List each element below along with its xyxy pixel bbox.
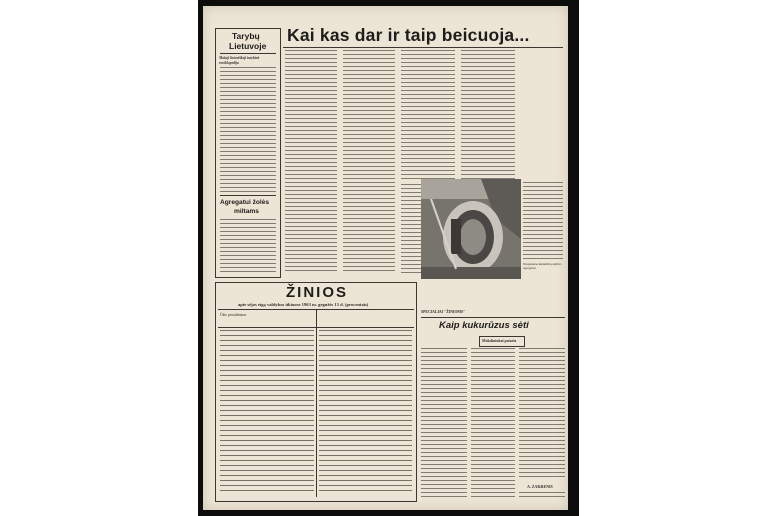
sidebar-subtitle: Mažoji lietuviškoji tarybinė enciklopedija — [219, 56, 260, 65]
article-col-4 — [461, 50, 515, 180]
stats-box — [215, 282, 417, 502]
rubric-rule — [421, 317, 565, 318]
rubric: SPECIALIAI "ŽINIOMS" — [421, 310, 466, 314]
feature-col-1 — [421, 348, 467, 498]
sidebar-title-line1: Tarybų — [232, 31, 260, 41]
machine-image — [421, 179, 521, 279]
article-col-1 — [285, 50, 337, 274]
news-photo — [421, 179, 521, 279]
photo-caption: Naujausias kukurūzų sėjimo agregatas — [523, 262, 562, 270]
table-header: Ūkio pavadinimas — [220, 313, 247, 317]
sidebar-text-1 — [220, 67, 276, 193]
headline-rule — [283, 47, 563, 48]
sidebar-title-line2: Lietuvoje — [229, 41, 267, 51]
signature: A. ZAKRENIS — [527, 484, 553, 489]
section-title: ŽINIOS — [286, 284, 349, 301]
sidebar-box2-title-line1: Agregatui žolės — [220, 199, 270, 206]
article-col-3 — [401, 50, 455, 180]
feature-col-2 — [471, 348, 515, 498]
photo-caption-text — [523, 182, 563, 260]
table-right-rows — [319, 330, 412, 494]
section-subtitle: apie sėjos eigą valdybos ūkiuose 1963 m. gegužės 13 d. (procentais) — [238, 302, 369, 307]
sidebar-divider — [220, 195, 276, 196]
headline: Kai kas dar ir taip beicuoja... — [287, 25, 530, 45]
sidebar-title-rule — [220, 53, 276, 54]
table-left-rows — [220, 330, 314, 494]
table-center-rule — [316, 309, 317, 497]
feature-title: Kaip kukurūzus sėti — [439, 320, 529, 331]
article-col-2 — [343, 50, 395, 274]
feature-box-label: Mokslininkai pataria — [482, 339, 517, 343]
sidebar-box2-title-line2: miltams — [234, 208, 259, 215]
footer-lines — [519, 492, 565, 500]
sidebar-box — [215, 28, 281, 278]
feature-col-3 — [519, 348, 565, 478]
feature-box — [479, 336, 525, 347]
newspaper-page — [203, 6, 568, 510]
sidebar-text-2 — [220, 219, 276, 273]
